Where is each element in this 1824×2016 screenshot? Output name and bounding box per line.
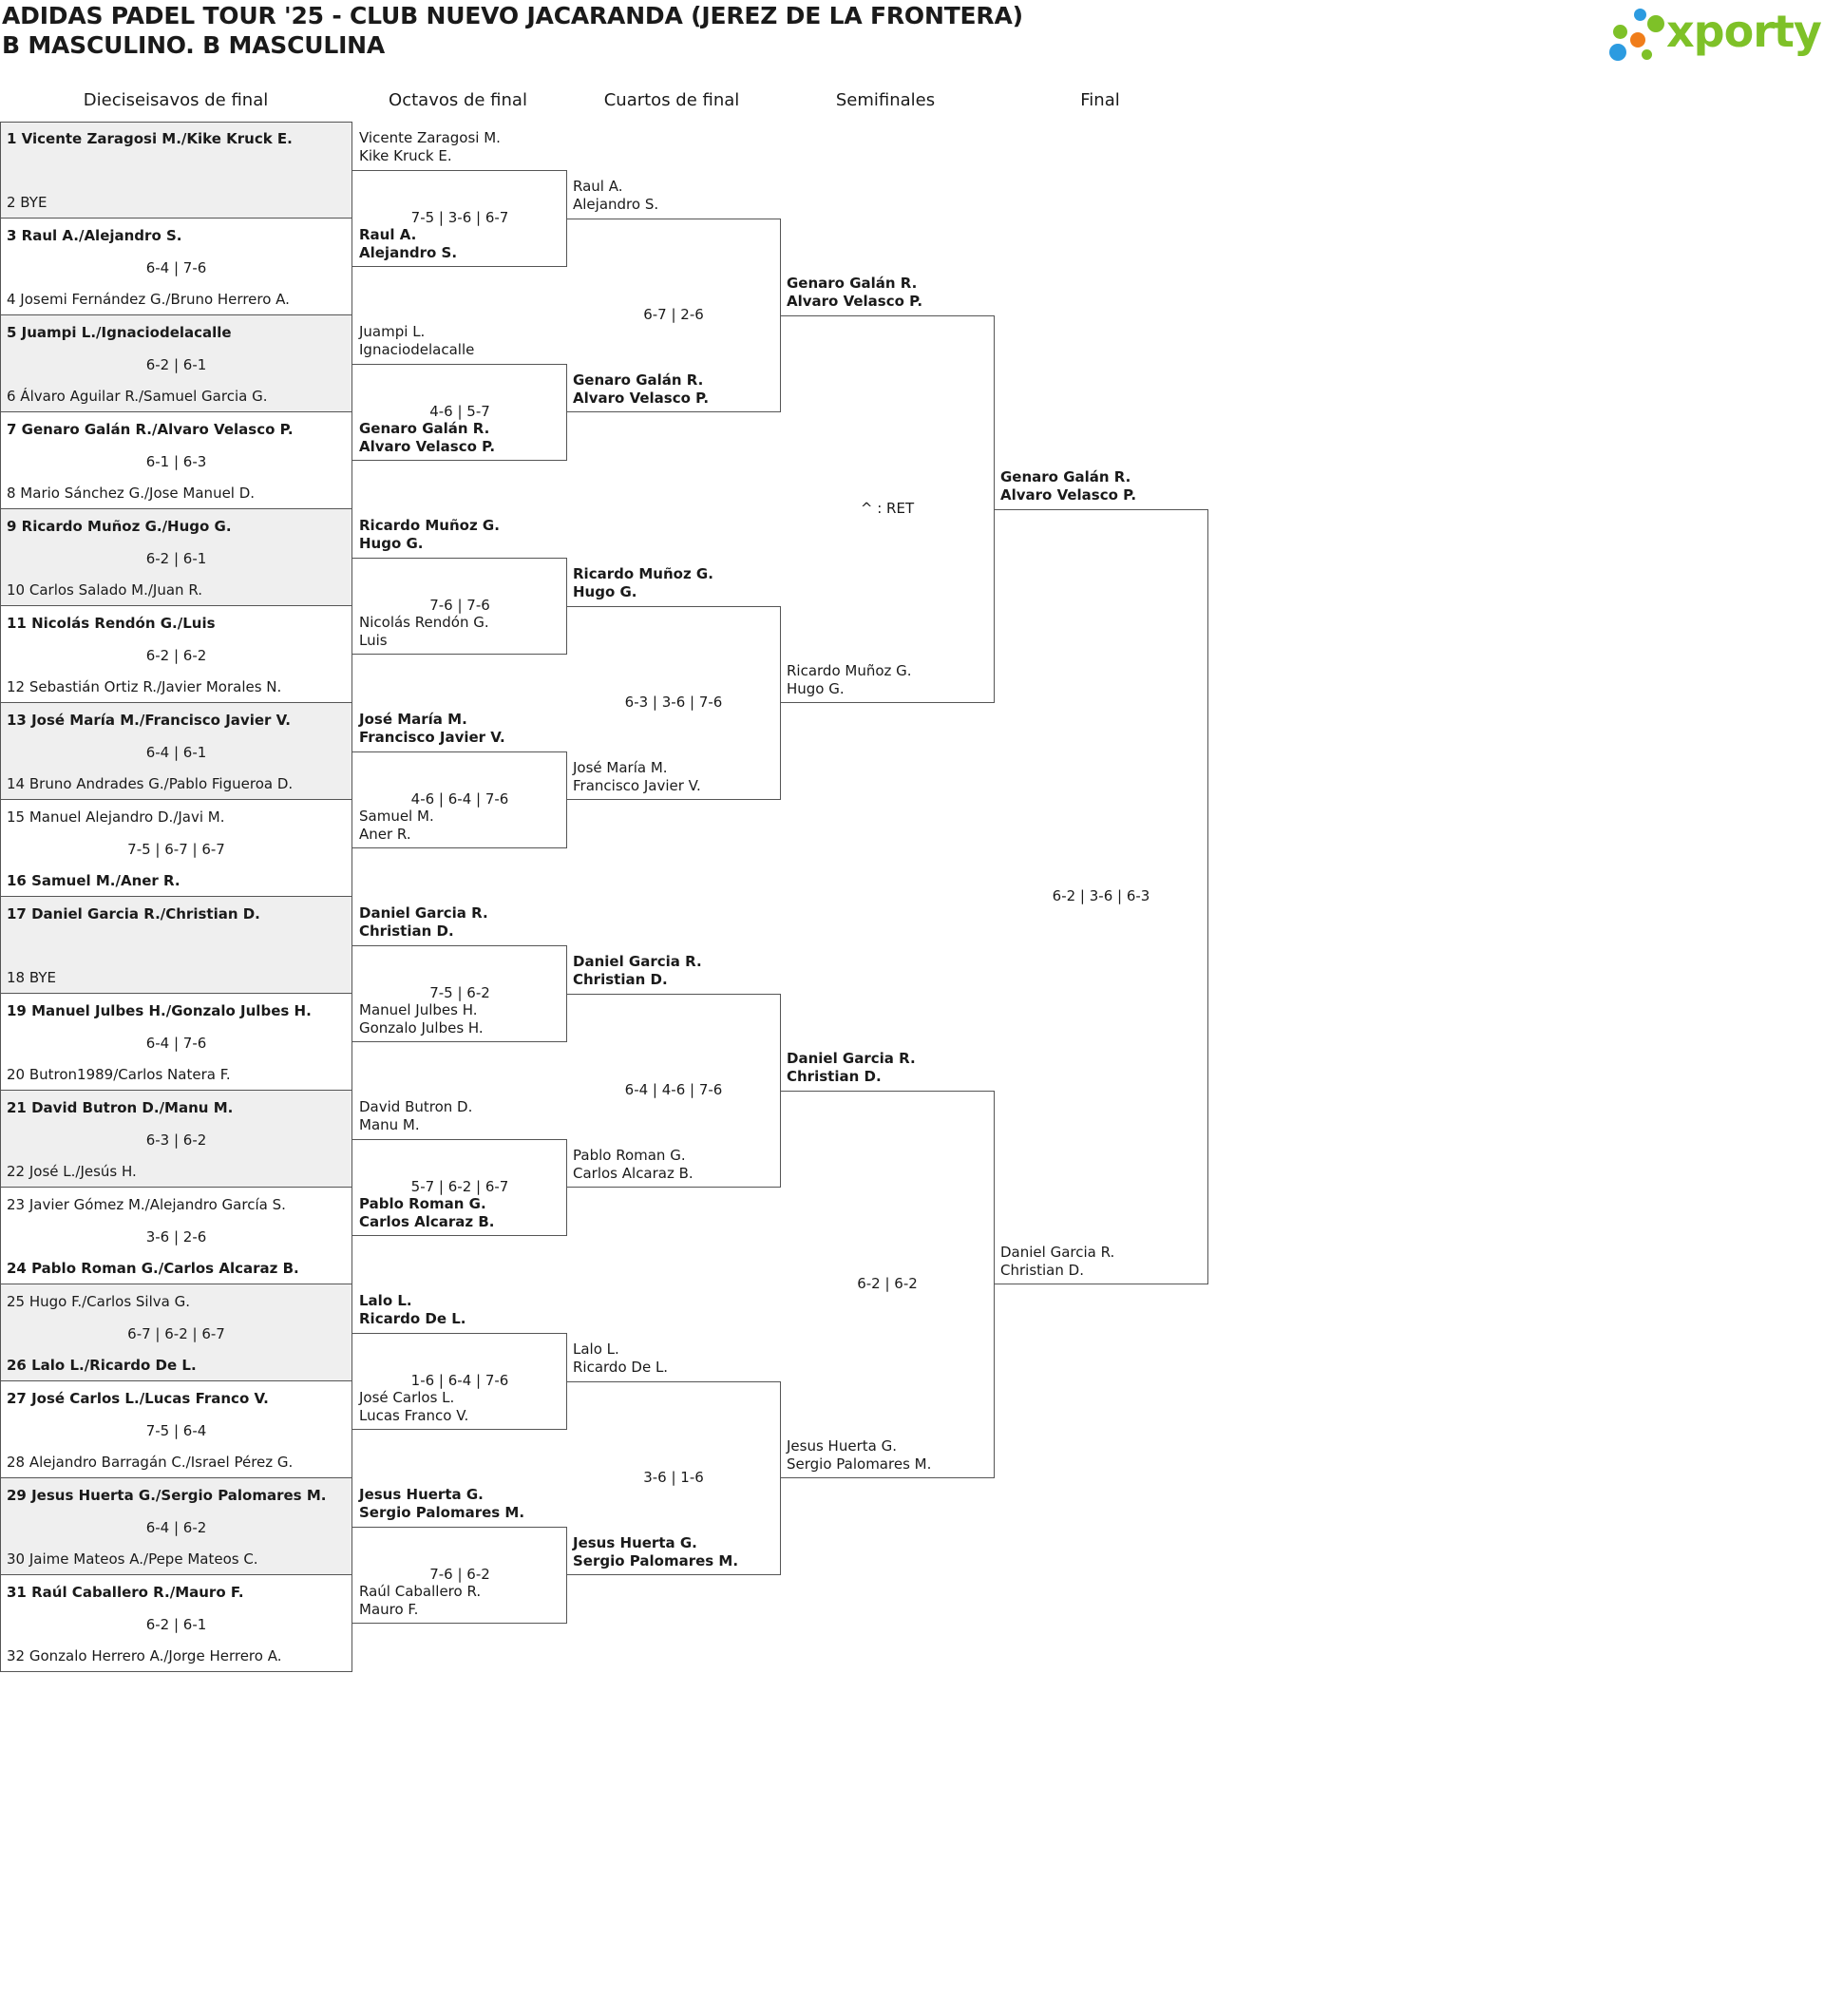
team-line: Lalo L. [573, 1341, 619, 1358]
team-line: Vicente Zaragosi M. [359, 129, 501, 146]
team-line: Nicolás Rendón G. [359, 614, 489, 631]
team-line: 32 Gonzalo Herrero A./Jorge Herrero A. [7, 1647, 282, 1664]
team-line: 31 Raúl Caballero R./Mauro F. [7, 1584, 244, 1601]
team-line: José María M. [573, 759, 668, 776]
team-line: 3 Raul A./Alejandro S. [7, 227, 182, 244]
match-score: 7-5 | 3-6 | 6-7 [410, 209, 509, 226]
match-score: 6-2 | 6-2 [857, 1275, 918, 1292]
logo-dot-icon [1634, 9, 1646, 21]
team-line: Aner R. [359, 826, 411, 843]
match-score: 6-4 | 4-6 | 7-6 [624, 1081, 723, 1098]
match-score: 5-7 | 6-2 | 6-7 [410, 1178, 509, 1195]
match-score: 1-6 | 6-4 | 7-6 [410, 1372, 509, 1389]
team-line: Genaro Galán R. [359, 420, 490, 437]
team-line: Francisco Javier V. [573, 777, 701, 794]
match-score: 6-1 | 6-3 [145, 453, 207, 470]
team-line: 20 Butron1989/Carlos Natera F. [7, 1066, 231, 1083]
team-line: 19 Manuel Julbes H./Gonzalo Julbes H. [7, 1002, 312, 1019]
team-line: Mauro F. [359, 1601, 419, 1618]
team-line: 14 Bruno Andrades G./Pablo Figueroa D. [7, 775, 294, 792]
match-score: 6-4 | 6-1 [145, 744, 207, 761]
team-line: José María M. [359, 711, 467, 728]
match-score: 7-5 | 6-2 [429, 984, 490, 1001]
team-line: Gonzalo Julbes H. [359, 1019, 484, 1037]
team-line: Raúl Caballero R. [359, 1583, 482, 1600]
match-score: 6-2 | 6-1 [145, 550, 207, 567]
match-score: ^ : RET [860, 500, 915, 517]
team-line: Hugo G. [573, 583, 637, 600]
team-line: Sergio Palomares M. [787, 1455, 932, 1473]
match-score: 4-6 | 6-4 | 7-6 [410, 790, 509, 808]
team-line: 4 Josemi Fernández G./Bruno Herrero A. [7, 291, 290, 308]
team-line: 13 José María M./Francisco Javier V. [7, 712, 291, 729]
team-line: 5 Juampi L./Ignaciodelacalle [7, 324, 232, 341]
match-score: 6-2 | 6-2 [145, 647, 207, 664]
round-header-sf: Semifinales [835, 90, 936, 110]
team-line: Pablo Roman G. [573, 1147, 686, 1164]
match-score: 6-3 | 3-6 | 7-6 [624, 694, 723, 711]
team-line: Ricardo De L. [573, 1359, 669, 1376]
team-line: Christian D. [787, 1068, 882, 1085]
tournament-title: ADIDAS PADEL TOUR '25 - CLUB NUEVO JACARANDA (JEREZ DE LA FRONTERA) [2, 2, 1023, 29]
team-line: Sergio Palomares M. [359, 1504, 525, 1521]
logo-dot-icon [1647, 15, 1664, 32]
team-line: 28 Alejandro Barragán C./Israel Pérez G. [7, 1454, 294, 1471]
match-score: 6-4 | 6-2 [145, 1519, 207, 1536]
match-score: 7-5 | 6-7 | 6-7 [127, 841, 225, 858]
category-title: B MASCULINO. B MASCULINA [2, 31, 386, 59]
team-line: Luis [359, 632, 388, 649]
team-line: Jesus Huerta G. [573, 1534, 697, 1551]
match-score: 7-6 | 6-2 [429, 1566, 490, 1583]
team-line: Hugo G. [787, 680, 845, 697]
team-line: Manu M. [359, 1116, 420, 1133]
team-line: 9 Ricardo Muñoz G./Hugo G. [7, 518, 232, 535]
round-header-qf: Cuartos de final [603, 90, 740, 110]
match-score: 3-6 | 1-6 [643, 1469, 704, 1486]
team-line: 26 Lalo L./Ricardo De L. [7, 1357, 197, 1374]
match-score: 6-3 | 6-2 [145, 1132, 207, 1149]
team-line: 6 Álvaro Aguilar R./Samuel Garcia G. [7, 388, 268, 405]
match-score: 7-6 | 7-6 [429, 597, 490, 614]
round-header-r16: Octavos de final [389, 90, 527, 110]
team-line: Samuel M. [359, 808, 434, 825]
team-line: Ricardo De L. [359, 1310, 466, 1327]
match-score: 4-6 | 5-7 [429, 403, 490, 420]
team-line: David Butron D. [359, 1098, 473, 1115]
team-line: 1 Vicente Zaragosi M./Kike Kruck E. [7, 130, 293, 147]
team-line: 12 Sebastián Ortiz R./Javier Morales N. [7, 678, 282, 695]
team-line: Genaro Galán R. [1000, 468, 1131, 485]
team-line: Lucas Franco V. [359, 1407, 469, 1424]
team-line: 24 Pablo Roman G./Carlos Alcaraz B. [7, 1260, 299, 1277]
team-line: Alvaro Velasco P. [573, 390, 710, 407]
team-line: 29 Jesus Huerta G./Sergio Palomares M. [7, 1487, 327, 1504]
team-line: Hugo G. [359, 535, 424, 552]
team-line: 30 Jaime Mateos A./Pepe Mateos C. [7, 1550, 258, 1568]
logo-dot-icon [1642, 49, 1652, 60]
team-line: Daniel Garcia R. [573, 953, 702, 970]
team-line: Alejandro S. [573, 196, 659, 213]
team-line: Manuel Julbes H. [359, 1001, 478, 1018]
team-line: Lalo L. [359, 1292, 412, 1309]
team-line: Kike Kruck E. [359, 147, 452, 164]
team-line: 15 Manuel Alejandro D./Javi M. [7, 808, 225, 826]
team-line: Daniel Garcia R. [1000, 1244, 1115, 1261]
team-line: 21 David Butron D./Manu M. [7, 1099, 234, 1116]
team-line: Daniel Garcia R. [787, 1050, 916, 1067]
team-line: 18 BYE [7, 969, 56, 986]
team-line: 16 Samuel M./Aner R. [7, 872, 180, 889]
round-header-final: Final [1080, 90, 1120, 110]
team-line: Alvaro Velasco P. [787, 293, 923, 310]
logo-text: xporty [1666, 6, 1821, 57]
team-line: 7 Genaro Galán R./Alvaro Velasco P. [7, 421, 294, 438]
team-line: Genaro Galán R. [573, 371, 704, 389]
logo-dot-icon [1630, 32, 1645, 48]
match-score: 6-7 | 2-6 [643, 306, 704, 323]
logo-dot-icon [1613, 25, 1627, 39]
team-line: Sergio Palomares M. [573, 1552, 739, 1569]
team-line: Christian D. [573, 971, 668, 988]
team-line: Juampi L. [359, 323, 426, 340]
team-line: 25 Hugo F./Carlos Silva G. [7, 1293, 190, 1310]
team-line: 2 BYE [7, 194, 48, 211]
team-line: 27 José Carlos L./Lucas Franco V. [7, 1390, 269, 1407]
team-line: Carlos Alcaraz B. [573, 1165, 694, 1182]
team-line: 11 Nicolás Rendón G./Luis [7, 615, 216, 632]
team-line: Christian D. [1000, 1262, 1084, 1279]
xporty-logo [1606, 4, 1822, 63]
match-score: 6-2 | 3-6 | 6-3 [1052, 887, 1150, 904]
team-line: Daniel Garcia R. [359, 904, 488, 922]
round-header-r32: Dieciseisavos de final [83, 90, 269, 110]
match-score: 6-4 | 7-6 [145, 259, 207, 276]
match-score: 6-7 | 6-2 | 6-7 [127, 1325, 225, 1342]
team-line: Raul A. [573, 178, 623, 195]
team-line: Jesus Huerta G. [359, 1486, 484, 1503]
team-line: Ignaciodelacalle [359, 341, 475, 358]
team-line: Alvaro Velasco P. [1000, 486, 1137, 504]
team-line: Alejandro S. [359, 244, 458, 261]
team-line: Ricardo Muñoz G. [787, 662, 912, 679]
match-score: 6-2 | 6-1 [145, 1616, 207, 1633]
logo-dot-icon [1609, 44, 1626, 61]
team-line: José Carlos L. [359, 1389, 455, 1406]
team-line: Ricardo Muñoz G. [359, 517, 500, 534]
team-line: Christian D. [359, 922, 454, 940]
team-line: Raul A. [359, 226, 417, 243]
team-line: 23 Javier Gómez M./Alejandro García S. [7, 1196, 286, 1213]
team-line: 22 José L./Jesús H. [7, 1163, 137, 1180]
match-score: 3-6 | 2-6 [145, 1228, 207, 1246]
match-score: 6-4 | 7-6 [145, 1035, 207, 1052]
match-score: 7-5 | 6-4 [145, 1422, 207, 1439]
team-line: Pablo Roman G. [359, 1195, 486, 1212]
match-score: 6-2 | 6-1 [145, 356, 207, 373]
team-line: Carlos Alcaraz B. [359, 1213, 495, 1230]
team-line: Alvaro Velasco P. [359, 438, 496, 455]
team-line: 8 Mario Sánchez G./Jose Manuel D. [7, 485, 256, 502]
team-line: 17 Daniel Garcia R./Christian D. [7, 905, 260, 922]
team-line: Jesus Huerta G. [787, 1437, 897, 1455]
team-line: 10 Carlos Salado M./Juan R. [7, 581, 202, 599]
team-line: Genaro Galán R. [787, 275, 918, 292]
team-line: Francisco Javier V. [359, 729, 505, 746]
team-line: Ricardo Muñoz G. [573, 565, 713, 582]
